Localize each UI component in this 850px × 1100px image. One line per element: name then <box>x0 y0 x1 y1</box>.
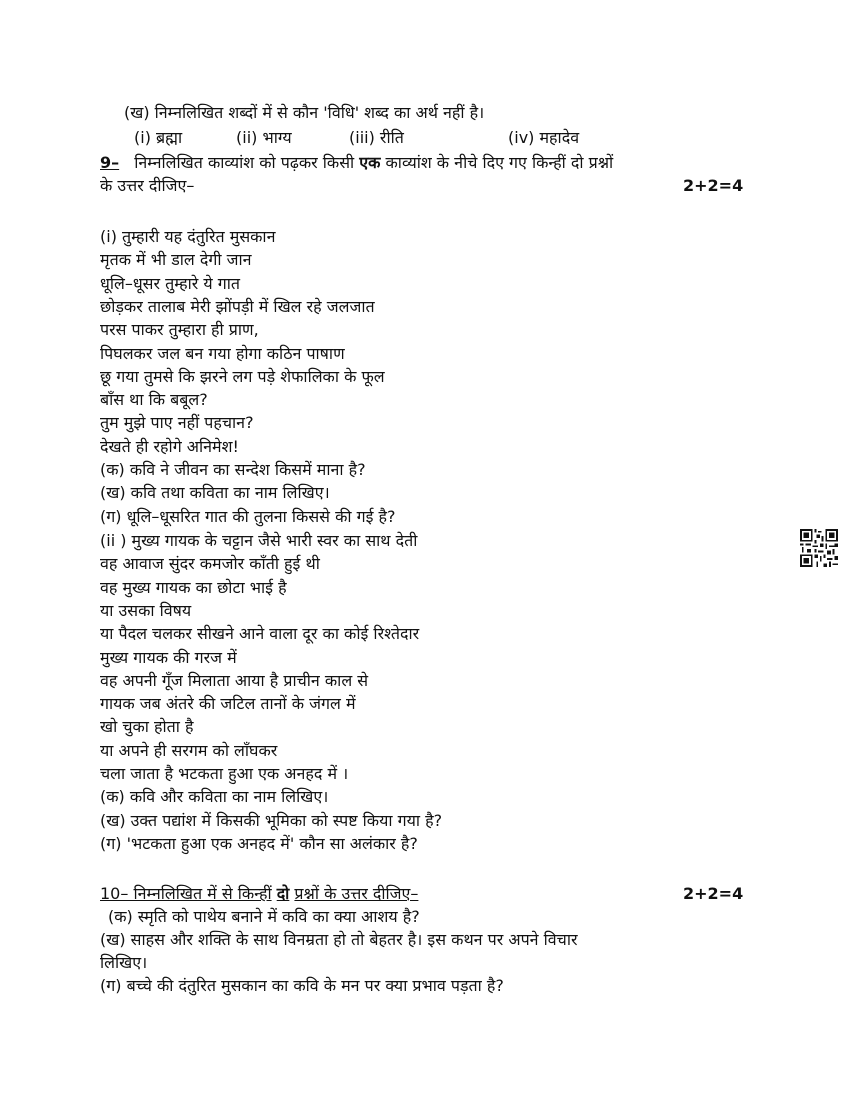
poem-2-line: वह अपनी गूँज मिलाता आया है प्राचीन काल से <box>100 670 369 690</box>
poem-2-line: (क) कवि और कविता का नाम लिखिए। <box>100 787 329 807</box>
poem-1-line: पिघलकर जल बन गया होगा कठिन पाषाण <box>100 343 345 363</box>
q9-number: 9– <box>100 153 120 172</box>
q10-item-b-cont: लिखिए। <box>100 953 148 972</box>
poem-1-line: (ख) कवि तथा कविता का नाम लिखिए। <box>100 483 330 503</box>
poem-1-line: मृतक में भी डाल देगी जान <box>100 250 252 270</box>
q9-intro-part1: निम्नलिखित काव्यांश को पढ़कर किसी <box>134 153 355 172</box>
q9-heading <box>100 152 613 174</box>
q8b-option-4: (iv) महादेव <box>508 128 580 147</box>
poem-1-line: (क) कवि ने जीवन का सन्देश किसमें माना है? <box>100 460 366 479</box>
q8b-option-3: (iii) रीति <box>349 128 404 147</box>
poem-2-line: चला जाता है भटकता हुआ एक अनहद में । <box>100 764 349 783</box>
q8b-option-1: (i) ब्रह्मा <box>134 128 183 147</box>
poem-2-line: या पैदल चलकर सीखने आने वाला दूर का कोई रिश्तेदार <box>100 624 420 644</box>
poem-1-line: छोड़कर तालाब मेरी झोंपड़ी में खिल रहे जलजात <box>100 296 375 316</box>
poem-1-line: बाँस था कि बबूल? <box>100 390 208 410</box>
poem-2-line: मुख्य गायक की गरज में <box>100 647 237 667</box>
q8b-option-2: (ii) भाग्य <box>236 128 292 147</box>
q10-heading <box>100 883 418 905</box>
q10-item-b: (ख) साहस और शक्ति के साथ विनम्रता हो तो बेहतर है। इस कथन पर अपने विचार <box>100 930 578 949</box>
poem-1-line: धूलि–धूसर तुम्हारे ये गात <box>100 273 240 293</box>
poem-2-line: वह आवाज सुंदर कमजोर काँती हुई थी <box>100 554 320 574</box>
poem-1-line: छू गया तुमसे कि झरने लग पड़े शेफालिका के फूल <box>100 366 385 386</box>
poem-1-line: (i) तुम्हारी यह दंतुरित मुसकान <box>100 227 276 246</box>
q10-item-c: (ग) बच्चे की दंतुरित मुसकान का कवि के मन पर क्या प्रभाव पड़ता है? <box>100 976 504 995</box>
q8b-question: (ख) निम्नलिखित शब्दों में से कौन 'विधि' शब्द का अर्थ नहीं है। <box>124 103 485 122</box>
poem-2-line: (ख) उक्त पद्यांश में किसकी भूमिका को स्पष्ट किया गया है? <box>100 810 443 830</box>
q10-heading-part1: 10– निम्नलिखित में से किन्हीं <box>100 884 272 903</box>
poem-2-line: या अपने ही सरगम को लाँघकर <box>100 740 278 760</box>
poem-2-line: गायक जब अंतरे की जटिल तानों के जंगल में <box>100 694 356 714</box>
poem-2-line: या उसका विषय <box>100 600 192 620</box>
poem-2-line: (ग) 'भटकता हुआ एक अनहद में' कौन सा अलंकार है? <box>100 833 418 853</box>
poem-1-line: (ग) धूलि–धूसरित गात की तुलना किससे की गई है? <box>100 506 396 526</box>
poem-1-line: तुम मुझे पाए नहीं पहचान? <box>100 413 254 433</box>
poem-1-line: परस पाकर तुम्हारा ही प्राण, <box>100 320 259 340</box>
q10-heading-part2: प्रश्नों के उत्तर दीजिए– <box>294 884 419 903</box>
poem-2-line: (ii ) मुख्य गायक के चट्टान जैसे भारी स्वर का साथ देती <box>100 531 418 550</box>
q9-marks: 2+2=4 <box>683 176 744 195</box>
poem-1-line: देखते ही रहोगे अनिमेश! <box>100 436 239 456</box>
q10-marks: 2+2=4 <box>683 884 744 903</box>
q10-item-a: (क) स्मृति को पाथेय बनाने में कवि का क्या आशय है? <box>108 907 420 926</box>
poem-2-line: खो चुका होता है <box>100 717 194 737</box>
q10-heading-emphasis: दो <box>276 884 290 903</box>
qr-code-icon <box>800 529 838 567</box>
poem-2-line: वह मुख्य गायक का छोटा भाई है <box>100 577 287 597</box>
q9-heading-line2: के उत्तर दीजिए– <box>100 176 195 195</box>
q9-intro-part2: काव्यांश के नीचे दिए गए किन्हीं दो प्रश्नों <box>385 153 614 172</box>
q9-intro-emphasis: एक <box>359 153 381 172</box>
